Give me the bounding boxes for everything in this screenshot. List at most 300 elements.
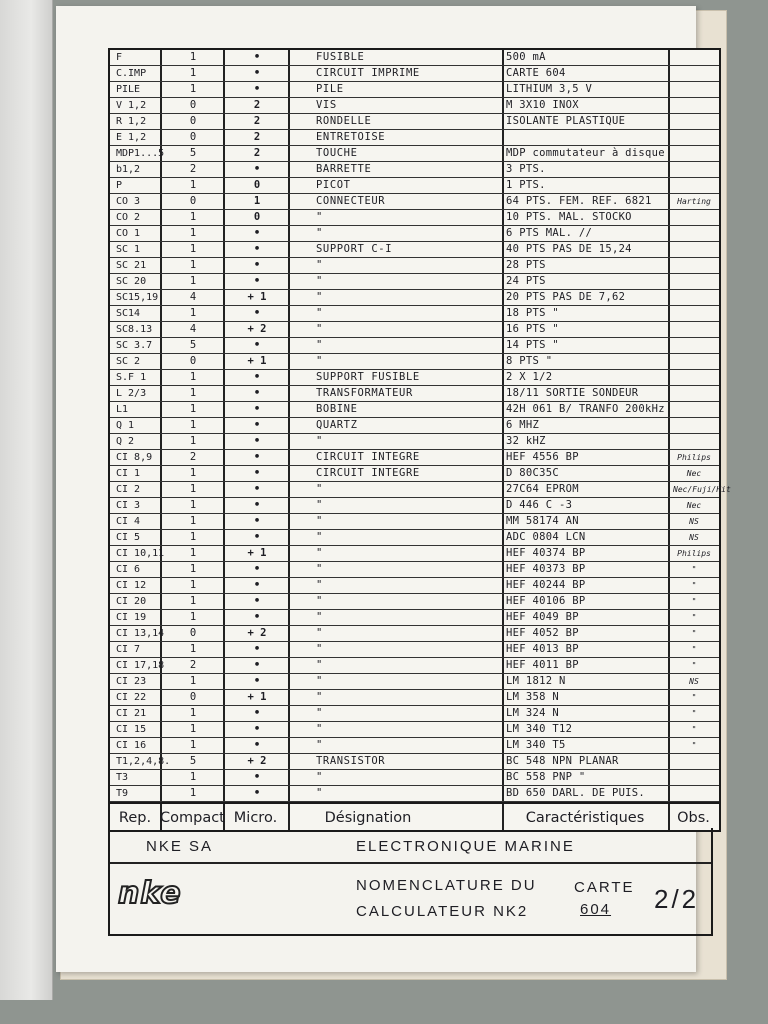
table-row xyxy=(110,450,719,466)
company-name: NKE SA xyxy=(146,838,214,855)
cell-rep: CI 22 xyxy=(116,692,147,703)
cell-compact: 0 xyxy=(189,115,197,127)
cell-caracteristiques: LM 358 N xyxy=(506,691,559,703)
cell-compact: 1 xyxy=(189,211,197,223)
table-row xyxy=(110,722,719,738)
cell-caracteristiques: 27C64 EPROM xyxy=(506,483,579,495)
cell-micro: + 1 xyxy=(247,291,267,303)
cell-obs xyxy=(673,66,715,81)
cell-caracteristiques: HEF 40244 BP xyxy=(506,579,586,591)
cell-caracteristiques: 10 PTS. MAL. STOCKO xyxy=(506,211,632,223)
cell-rep: CI 17,18 xyxy=(116,660,165,671)
cell-micro: • xyxy=(253,435,261,447)
cell-caracteristiques: 2 X 1/2 xyxy=(506,371,553,383)
cell-compact: 1 xyxy=(189,563,197,575)
cell-micro: • xyxy=(253,515,261,527)
table-row xyxy=(110,578,719,594)
cell-designation: " xyxy=(316,547,323,559)
cell-designation: " xyxy=(316,771,323,783)
cell-obs xyxy=(673,50,715,65)
col-header-designation: Désignation xyxy=(324,810,412,826)
col-header-micro: Micro. xyxy=(233,810,278,826)
cell-compact: 1 xyxy=(189,739,197,751)
cell-designation: CIRCUIT INTEGRE xyxy=(316,451,420,463)
cell-caracteristiques: 18/11 SORTIE SONDEUR xyxy=(506,387,639,399)
cell-obs: " xyxy=(691,709,697,718)
cell-micro: • xyxy=(253,659,261,671)
cell-micro: • xyxy=(253,771,261,783)
cell-obs: Harting xyxy=(677,197,711,206)
cell-designation: PICOT xyxy=(316,179,351,191)
col-header-compact: Compact xyxy=(160,810,225,826)
cell-obs: Philips xyxy=(677,453,711,462)
cell-micro: • xyxy=(253,499,261,511)
cell-designation: VIS xyxy=(316,99,337,111)
cell-designation: " xyxy=(316,675,323,687)
cell-obs: Nec xyxy=(686,501,702,510)
cell-micro: 0 xyxy=(253,211,261,223)
cell-micro: • xyxy=(253,419,261,431)
cell-obs: " xyxy=(691,629,697,638)
table-row xyxy=(110,226,719,242)
cell-designation: " xyxy=(316,659,323,671)
table-row xyxy=(110,402,719,418)
table-row xyxy=(110,194,719,210)
cell-obs xyxy=(673,770,715,785)
table-row xyxy=(110,178,719,194)
col-header-obs: Obs. xyxy=(677,810,710,826)
table-row xyxy=(110,242,719,258)
table-row xyxy=(110,338,719,354)
cell-caracteristiques: 24 PTS xyxy=(506,275,546,287)
cell-rep: SC 3.7 xyxy=(116,340,153,351)
table-row xyxy=(110,594,719,610)
cell-rep: CI 2 xyxy=(116,484,141,495)
cell-designation: ENTRETOISE xyxy=(316,131,386,143)
cell-rep: SC8.13 xyxy=(116,324,153,335)
cell-caracteristiques: 1 PTS. xyxy=(506,179,546,191)
cell-obs xyxy=(673,322,715,337)
table-row xyxy=(110,770,719,786)
cell-rep: CI 3 xyxy=(116,500,141,511)
cell-rep: CI 7 xyxy=(116,644,141,655)
document-page xyxy=(56,6,731,972)
table-row xyxy=(110,674,719,690)
cell-caracteristiques: ADC 0804 LCN xyxy=(506,531,586,543)
table-row xyxy=(110,610,719,626)
cell-rep: C.IMP xyxy=(116,68,147,79)
cell-caracteristiques: LM 1812 N xyxy=(506,675,566,687)
table-row xyxy=(110,322,719,338)
cell-compact: 1 xyxy=(189,467,197,479)
cell-micro: 1 xyxy=(253,195,261,207)
cell-caracteristiques: BC 558 PNP " xyxy=(506,771,586,783)
cell-compact: 1 xyxy=(189,419,197,431)
cell-designation: SUPPORT C-I xyxy=(316,243,393,255)
cell-obs: " xyxy=(691,645,697,654)
cell-rep: L 2/3 xyxy=(116,388,147,399)
cell-compact: 1 xyxy=(189,387,197,399)
cell-rep: CI 23 xyxy=(116,676,147,687)
cell-compact: 1 xyxy=(189,515,197,527)
cell-compact: 1 xyxy=(189,227,197,239)
cell-micro: 2 xyxy=(253,115,261,127)
cell-obs: " xyxy=(691,613,697,622)
cell-micro: • xyxy=(253,739,261,751)
cell-obs: " xyxy=(691,741,697,750)
cell-micro: • xyxy=(253,723,261,735)
cell-micro: • xyxy=(253,227,261,239)
cell-compact: 1 xyxy=(189,611,197,623)
cell-rep: CI 19 xyxy=(116,612,147,623)
cell-compact: 1 xyxy=(189,643,197,655)
cell-caracteristiques: MDP commutateur à disque xyxy=(506,147,665,159)
cell-caracteristiques: 42H 061 B/ TRANFO 200kHz xyxy=(506,403,665,415)
cell-obs xyxy=(673,98,715,113)
cell-designation: " xyxy=(316,531,323,543)
cell-rep: CI 12 xyxy=(116,580,147,591)
cell-compact: 1 xyxy=(189,675,197,687)
table-row xyxy=(110,466,719,482)
cell-obs xyxy=(673,306,715,321)
cell-micro: • xyxy=(253,67,261,79)
cell-designation: " xyxy=(316,435,323,447)
cell-micro: + 2 xyxy=(247,627,267,639)
cell-compact: 1 xyxy=(189,579,197,591)
col-header-caracteristiques: Caractéristiques xyxy=(525,810,645,826)
cell-rep: V 1,2 xyxy=(116,100,147,111)
cell-designation: " xyxy=(316,643,323,655)
cell-rep: b1,2 xyxy=(116,164,141,175)
cell-designation: CIRCUIT IMPRIME xyxy=(316,67,420,79)
cell-rep: CO 1 xyxy=(116,228,141,239)
cell-obs xyxy=(673,754,715,769)
table-row xyxy=(110,130,719,146)
cell-obs xyxy=(673,786,715,801)
cell-obs: " xyxy=(691,597,697,606)
cell-caracteristiques: LM 340 T12 xyxy=(506,723,573,735)
cell-obs: " xyxy=(691,581,697,590)
cell-obs: " xyxy=(691,661,697,670)
cell-obs xyxy=(673,434,715,449)
cell-micro: • xyxy=(253,595,261,607)
cell-micro: • xyxy=(253,307,261,319)
cell-designation: SUPPORT FUSIBLE xyxy=(316,371,420,383)
cell-caracteristiques: 18 PTS " xyxy=(506,307,559,319)
cell-caracteristiques: 6 MHZ xyxy=(506,419,540,431)
cell-compact: 1 xyxy=(189,723,197,735)
cell-caracteristiques: CARTE 604 xyxy=(506,67,566,79)
facing-page-edge xyxy=(0,0,53,1000)
cell-micro: • xyxy=(253,163,261,175)
cell-rep: P xyxy=(116,180,123,191)
cell-micro: • xyxy=(253,531,261,543)
table-row xyxy=(110,354,719,370)
cell-designation: " xyxy=(316,211,323,223)
cell-compact: 0 xyxy=(189,195,197,207)
cell-designation: " xyxy=(316,483,323,495)
column-header-row xyxy=(110,802,719,830)
cell-compact: 1 xyxy=(189,771,197,783)
cell-micro: • xyxy=(253,451,261,463)
cell-rep: S.F 1 xyxy=(116,372,147,383)
table-row xyxy=(110,546,719,562)
cell-obs xyxy=(673,354,715,369)
table-row xyxy=(110,706,719,722)
cell-designation: FUSIBLE xyxy=(316,51,365,63)
cell-obs xyxy=(673,162,715,177)
cell-micro: + 2 xyxy=(247,323,267,335)
cell-compact: 1 xyxy=(189,307,197,319)
cell-designation: " xyxy=(316,291,323,303)
cell-obs xyxy=(673,274,715,289)
cell-caracteristiques: HEF 4052 BP xyxy=(506,627,579,639)
cell-rep: PILE xyxy=(116,84,141,95)
cell-rep: CI 10,11 xyxy=(116,548,165,559)
cell-compact: 1 xyxy=(189,595,197,607)
cell-obs xyxy=(673,338,715,353)
cell-designation: CONNECTEUR xyxy=(316,195,386,207)
cell-caracteristiques: BC 548 NPN PLANAR xyxy=(506,755,619,767)
cell-compact: 1 xyxy=(189,179,197,191)
cell-caracteristiques: HEF 4013 BP xyxy=(506,643,579,655)
cell-compact: 2 xyxy=(189,163,197,175)
cell-micro: + 2 xyxy=(247,755,267,767)
table-row xyxy=(110,258,719,274)
cell-rep: Q 1 xyxy=(116,420,135,431)
cell-caracteristiques: LM 340 T5 xyxy=(506,739,566,751)
cell-compact: 5 xyxy=(189,339,197,351)
table-row xyxy=(110,434,719,450)
cell-obs xyxy=(673,290,715,305)
cell-designation: PILE xyxy=(316,83,344,95)
cell-designation: " xyxy=(316,787,323,799)
cell-micro: 2 xyxy=(253,131,261,143)
cell-compact: 4 xyxy=(189,323,197,335)
nomenclature-table xyxy=(108,48,731,832)
cell-rep: CI 13,14 xyxy=(116,628,165,639)
cell-rep: SC14 xyxy=(116,308,141,319)
cell-rep: E 1,2 xyxy=(116,132,147,143)
table-row xyxy=(110,386,719,402)
table-row xyxy=(110,290,719,306)
cell-micro: • xyxy=(253,275,261,287)
title-line-2: CALCULATEUR NK2 xyxy=(356,903,529,920)
col-header-rep: Rep. xyxy=(118,810,152,826)
cell-obs: " xyxy=(691,693,697,702)
cell-compact: 1 xyxy=(189,707,197,719)
cell-designation: TRANSFORMATEUR xyxy=(316,387,413,399)
title-divider xyxy=(110,862,711,864)
cell-obs xyxy=(673,418,715,433)
cell-micro: • xyxy=(253,579,261,591)
cell-designation: " xyxy=(316,499,323,511)
cell-micro: • xyxy=(253,483,261,495)
cell-rep: SC 21 xyxy=(116,260,147,271)
cell-micro: • xyxy=(253,371,261,383)
cell-rep: SC 20 xyxy=(116,276,147,287)
cell-caracteristiques: HEF 4049 BP xyxy=(506,611,579,623)
cell-rep: CI 16 xyxy=(116,740,147,751)
cell-compact: 5 xyxy=(189,755,197,767)
cell-designation: TRANSISTOR xyxy=(316,755,386,767)
cell-compact: 1 xyxy=(189,547,197,559)
cell-rep: T9 xyxy=(116,788,129,799)
cell-caracteristiques: 6 PTS MAL. // xyxy=(506,227,593,239)
cell-rep: CI 8,9 xyxy=(116,452,153,463)
cell-designation: " xyxy=(316,515,323,527)
cell-compact: 1 xyxy=(189,51,197,63)
cell-rep: CI 21 xyxy=(116,708,147,719)
table-row xyxy=(110,210,719,226)
cell-caracteristiques: HEF 40373 BP xyxy=(506,563,586,575)
cell-compact: 1 xyxy=(189,243,197,255)
cell-micro: • xyxy=(253,563,261,575)
cell-rep: SC 1 xyxy=(116,244,141,255)
cell-caracteristiques: 500 mA xyxy=(506,51,546,63)
cell-micro: • xyxy=(253,707,261,719)
cell-designation: RONDELLE xyxy=(316,115,372,127)
cell-compact: 4 xyxy=(189,291,197,303)
cell-compact: 1 xyxy=(189,403,197,415)
cell-caracteristiques: LITHIUM 3,5 V xyxy=(506,83,593,95)
cell-designation: " xyxy=(316,339,323,351)
cell-compact: 1 xyxy=(189,483,197,495)
cell-micro: 0 xyxy=(253,179,261,191)
cell-rep: CI 6 xyxy=(116,564,141,575)
cell-compact: 1 xyxy=(189,787,197,799)
cell-obs xyxy=(673,370,715,385)
cell-obs xyxy=(673,130,715,145)
cell-caracteristiques: 32 kHZ xyxy=(506,435,546,447)
cell-designation: TOUCHE xyxy=(316,147,358,159)
cell-compact: 2 xyxy=(189,451,197,463)
cell-obs: Nec xyxy=(686,469,702,478)
table-row xyxy=(110,98,719,114)
cell-caracteristiques: 28 PTS xyxy=(506,259,546,271)
cell-designation: " xyxy=(316,739,323,751)
cell-compact: 1 xyxy=(189,83,197,95)
cell-obs: " xyxy=(691,725,697,734)
cell-designation: " xyxy=(316,691,323,703)
cell-caracteristiques: D 80C35C xyxy=(506,467,559,479)
cell-designation: " xyxy=(316,611,323,623)
cell-caracteristiques: 16 PTS " xyxy=(506,323,559,335)
cell-micro: • xyxy=(253,339,261,351)
cell-micro: • xyxy=(253,675,261,687)
cell-compact: 1 xyxy=(189,371,197,383)
cell-compact: 0 xyxy=(189,627,197,639)
cell-rep: CI 1 xyxy=(116,468,141,479)
cell-obs xyxy=(673,82,715,97)
cell-micro: + 1 xyxy=(247,547,267,559)
cell-micro: • xyxy=(253,787,261,799)
table-row xyxy=(110,114,719,130)
table-row xyxy=(110,370,719,386)
cell-compact: 1 xyxy=(189,499,197,511)
cell-rep: T3 xyxy=(116,772,129,783)
table-row xyxy=(110,514,719,530)
table-row xyxy=(110,754,719,770)
cell-obs xyxy=(673,242,715,257)
table-row xyxy=(110,306,719,322)
cell-compact: 1 xyxy=(189,259,197,271)
cell-micro: • xyxy=(253,403,261,415)
cell-obs xyxy=(673,258,715,273)
cell-compact: 0 xyxy=(189,99,197,111)
cell-micro: • xyxy=(253,467,261,479)
card-number: 604 xyxy=(580,901,612,918)
cell-designation: " xyxy=(316,627,323,639)
cell-rep: CO 3 xyxy=(116,196,141,207)
cell-rep: CI 5 xyxy=(116,532,141,543)
cell-compact: 1 xyxy=(189,67,197,79)
cell-caracteristiques: MM 58174 AN xyxy=(506,515,579,527)
table-row xyxy=(110,562,719,578)
nke-logo: nke xyxy=(118,876,182,911)
title-line-1: NOMENCLATURE DU xyxy=(356,877,537,894)
cell-micro: 2 xyxy=(253,147,261,159)
cell-designation: " xyxy=(316,227,323,239)
cell-designation: " xyxy=(316,563,323,575)
cell-rep: CI 4 xyxy=(116,516,141,527)
cell-designation: " xyxy=(316,323,323,335)
table-row xyxy=(110,738,719,754)
cell-rep: T1,2,4,8. xyxy=(116,756,171,767)
cell-caracteristiques: 3 PTS. xyxy=(506,163,546,175)
cell-caracteristiques: HEF 4011 BP xyxy=(506,659,579,671)
cell-designation: " xyxy=(316,595,323,607)
table-row xyxy=(110,530,719,546)
table-row xyxy=(110,658,719,674)
table-row xyxy=(110,274,719,290)
cell-micro: 2 xyxy=(253,99,261,111)
cell-micro: • xyxy=(253,51,261,63)
table-row xyxy=(110,146,719,162)
cell-rep: CI 15 xyxy=(116,724,147,735)
cell-micro: • xyxy=(253,611,261,623)
page-number: 2/2 xyxy=(654,884,700,914)
cell-obs: NS xyxy=(689,677,699,686)
cell-obs: Philips xyxy=(677,549,711,558)
cell-obs xyxy=(673,114,715,129)
cell-caracteristiques: 8 PTS " xyxy=(506,355,553,367)
cell-micro: • xyxy=(253,643,261,655)
table-row xyxy=(110,82,719,98)
cell-rep: MDP1...5 xyxy=(116,148,165,159)
cell-caracteristiques: LM 324 N xyxy=(506,707,559,719)
cell-designation: BARRETTE xyxy=(316,163,372,175)
cell-caracteristiques: 14 PTS " xyxy=(506,339,559,351)
cell-caracteristiques: 64 PTS. FEM. REF. 6821 xyxy=(506,195,652,207)
cell-micro: + 1 xyxy=(247,355,267,367)
table-row xyxy=(110,482,731,498)
cell-rep: R 1,2 xyxy=(116,116,147,127)
cell-obs xyxy=(673,402,715,417)
cell-obs xyxy=(673,146,715,161)
cell-caracteristiques: HEF 4556 BP xyxy=(506,451,579,463)
cell-micro: + 1 xyxy=(247,691,267,703)
cell-obs xyxy=(673,210,715,225)
table-row xyxy=(110,50,719,66)
cell-obs: NS xyxy=(689,517,699,526)
table-row xyxy=(110,162,719,178)
card-label: CARTE xyxy=(574,879,635,896)
table-row xyxy=(110,642,719,658)
cell-designation: CIRCUIT INTEGRE xyxy=(316,467,420,479)
cell-obs: NS xyxy=(689,533,699,542)
cell-rep: F xyxy=(116,52,123,63)
